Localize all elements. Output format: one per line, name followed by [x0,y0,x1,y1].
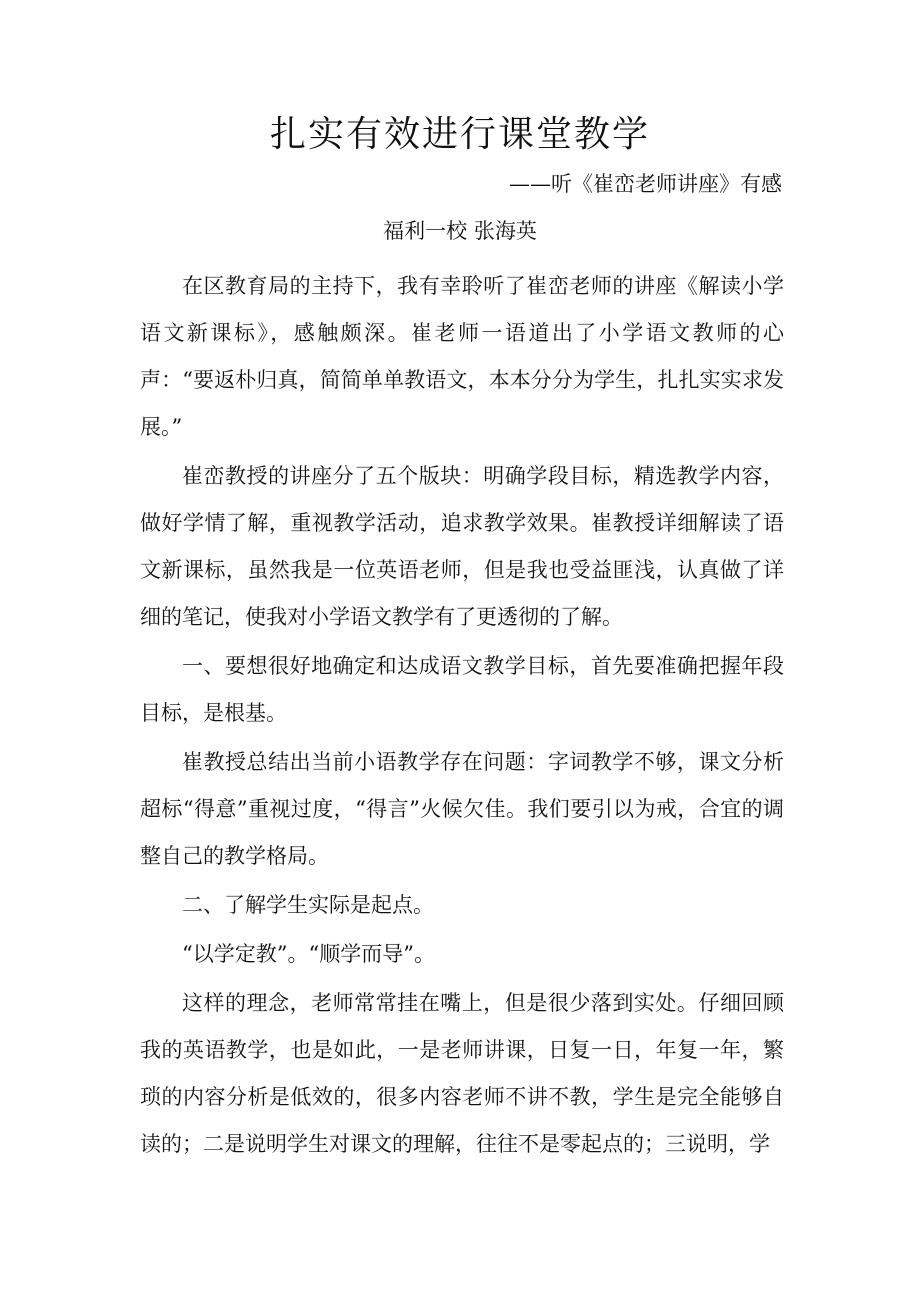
document-subtitle: ——听《崔峦老师讲座》有感 [509,172,782,196]
paragraph-4: 崔教授总结出当前小语教学存在问题：字词教学不够，课文分析超标“得意”重视过度，“得言”火候欠佳。我们要引以为戒，合宜的调整自己的教学格局。 [140,750,784,868]
paragraph-6: “以学定教”。“顺学而导”。 [182,942,435,966]
paragraph-3: 一、要想很好地确定和达成语文教学目标，首先要准确把握年段目标，是根基。 [140,654,784,725]
document-body [140,263,784,1170]
document-title: 扎实有效进行课堂教学 [269,114,650,155]
paragraph-7: 这样的理念，老师常常挂在嘴上，但是很少落到实处。仔细回顾我的英语教学，也是如此，一是老师讲课，日复一日，年复一年，繁琐的内容分析是低效的，很多内容老师不讲不教，学生是完全能够自读的；二是说明学生对课文的理解，往往不是零起点的；三说明，学 [140,991,784,1156]
paragraph-5: 二、了解学生实际是起点。 [182,893,434,917]
paragraph-2: 崔峦教授的讲座分了五个版块：明确学段目标，精选教学内容，做好学情了解，重视教学活动，追求教学效果。崔教授详细解读了语文新课标，虽然我是一位英语老师，但是我也受益匪浅，认真做了详细的笔记，使我对小学语文教学有了更透彻的了解。 [140,464,784,629]
document-author: 福利一校 张海英 [383,219,537,243]
paragraph-1: 在区教育局的主持下，我有幸聆听了崔峦老师的讲座《解读小学语文新课标》，感触颇深。崔老师一语道出了小学语文教师的心声：“要返朴归真，简简单单教语文，本本分分为学生，扎扎实实求发展。” [140,274,784,439]
